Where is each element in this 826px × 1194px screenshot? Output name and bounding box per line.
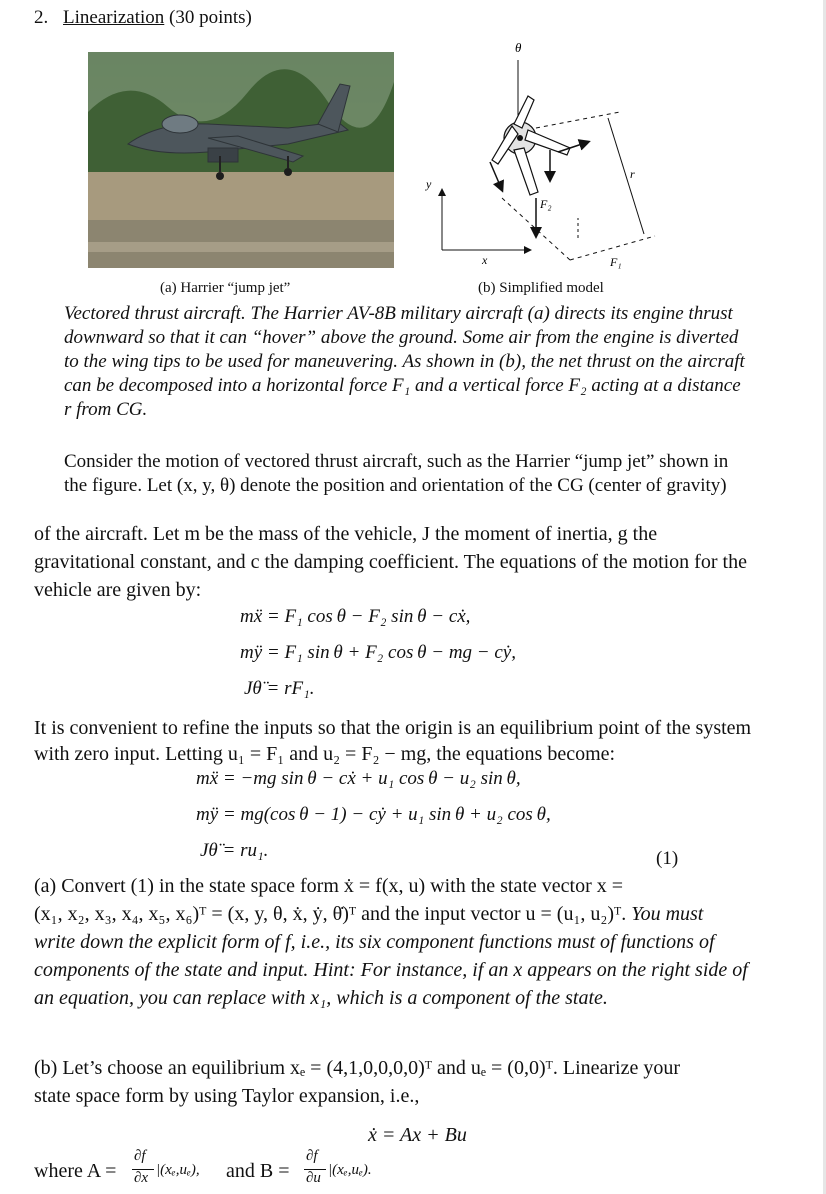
df-du-numerator: ∂f [306,1148,318,1164]
b-evaluation-point: |(xₑ,uₑ). [328,1162,372,1178]
figure-caption-line: can be decomposed into a horizontal force F₁ and a vertical force F₂ acting at a distance [64,375,741,396]
equation-theta: Jθ̈ = rF₁. [244,678,315,699]
part-a-line [34,902,703,926]
equation-y-refined: mÿ = mg(cos θ − 1) − cẏ + u₁ sin θ + u₂ cos θ, [196,804,551,825]
equation-x-refined: mẍ = −mg sin θ − cẋ + u₁ cos θ − u₂ sin θ, [196,768,521,789]
equation-number: (1) [656,848,679,869]
part-a-line: components of the state and input. Hint: For instance, if an x appears on the right side of [34,959,748,981]
harrier-photo [88,52,394,268]
label-theta: θ [515,40,522,55]
where-a-label: where A = [34,1160,117,1182]
and-b-label: and B = [226,1160,290,1182]
df-dx-numerator: ∂f [134,1148,146,1164]
label-x: x [482,253,488,267]
figure-caption-line: Vectored thrust aircraft. The Harrier AV-8B military aircraft (a) directs its engine thrust [64,303,733,324]
intro-line: the figure. Let (x, y, θ) denote the position and orientation of the CG (center of gravity) [64,475,727,496]
part-a-vectors: (x₁, x₂, x₃, x₄, x₅, x₆)ᵀ = (x, y, θ, ẋ, ẏ, θ̇)ᵀ and the input vector u = (u₁, u₂)ᵀ. [34,903,627,925]
body-line: with zero input. Letting u₁ = F₁ and u₂ = F₂ − mg, the equations become: [34,743,616,765]
df-dx-denominator: ∂x [134,1170,149,1186]
body-line: gravitational constant, and c the damping coefficient. The equations of the motion for the [34,551,747,573]
label-y: y [426,177,432,191]
part-a-you-must: You must [631,903,704,925]
equation-y: mÿ = F₁ sin θ + F₂ cos θ − mg − cẏ, [240,642,516,663]
df-du-denominator: ∂u [306,1170,321,1186]
part-a-line: write down the explicit form of f, i.e., its six component functions must of functions of [34,931,715,953]
equation-x: mẍ = F₁ cos θ − F₂ sin θ − cẋ, [240,606,471,627]
linear-system-equation: ẋ = Ax + Bu [368,1124,467,1146]
label-r: r [630,167,635,181]
problem-title: Linearization [63,7,165,28]
caption-a: (a) Harrier “jump jet” [160,280,291,296]
body-line: vehicle are given by: [34,579,202,601]
figure-caption-line: r from CG. [64,399,148,420]
label-F1: F₁ [610,255,622,269]
intro-line: Consider the motion of vectored thrust aircraft, such as the Harrier “jump jet” shown in [64,451,729,472]
part-b-line: state space form by using Taylor expansion, i.e., [34,1085,420,1107]
equation-theta-refined: Jθ̈ = ru₁. [200,840,269,861]
figure-caption-line: to the wing tips to be used for maneuvering. As shown in (b), the net thrust on the aircraft [64,351,745,372]
caption-b: (b) Simplified model [478,280,604,296]
body-line: It is convenient to refine the inputs so that the origin is an equilibrium point of the system [34,717,752,739]
a-evaluation-point: |(xₑ,uₑ), [156,1162,200,1178]
body-line: of the aircraft. Let m be the mass of the vehicle, J the moment of inertia, g the [34,523,658,545]
part-a-line: (a) Convert (1) in the state space form ẋ = f(x, u) with the state vector x = [34,875,624,897]
figure-caption-line: downward so that it can “hover” above the ground. Some air from the engine is diverted [64,327,739,348]
problem-points: (30 points) [169,7,252,28]
simplified-model-diagram [420,30,660,280]
problem-number: 2. [34,7,49,28]
problem-header [34,6,252,30]
part-a-line: an equation, you can replace with x₁, which is a component of the state. [34,987,608,1009]
part-b-line: (b) Let’s choose an equilibrium xₑ = (4,1,0,0,0,0)ᵀ and uₑ = (0,0)ᵀ. Linearize your [34,1057,681,1079]
label-F2: F₂ [540,197,552,211]
